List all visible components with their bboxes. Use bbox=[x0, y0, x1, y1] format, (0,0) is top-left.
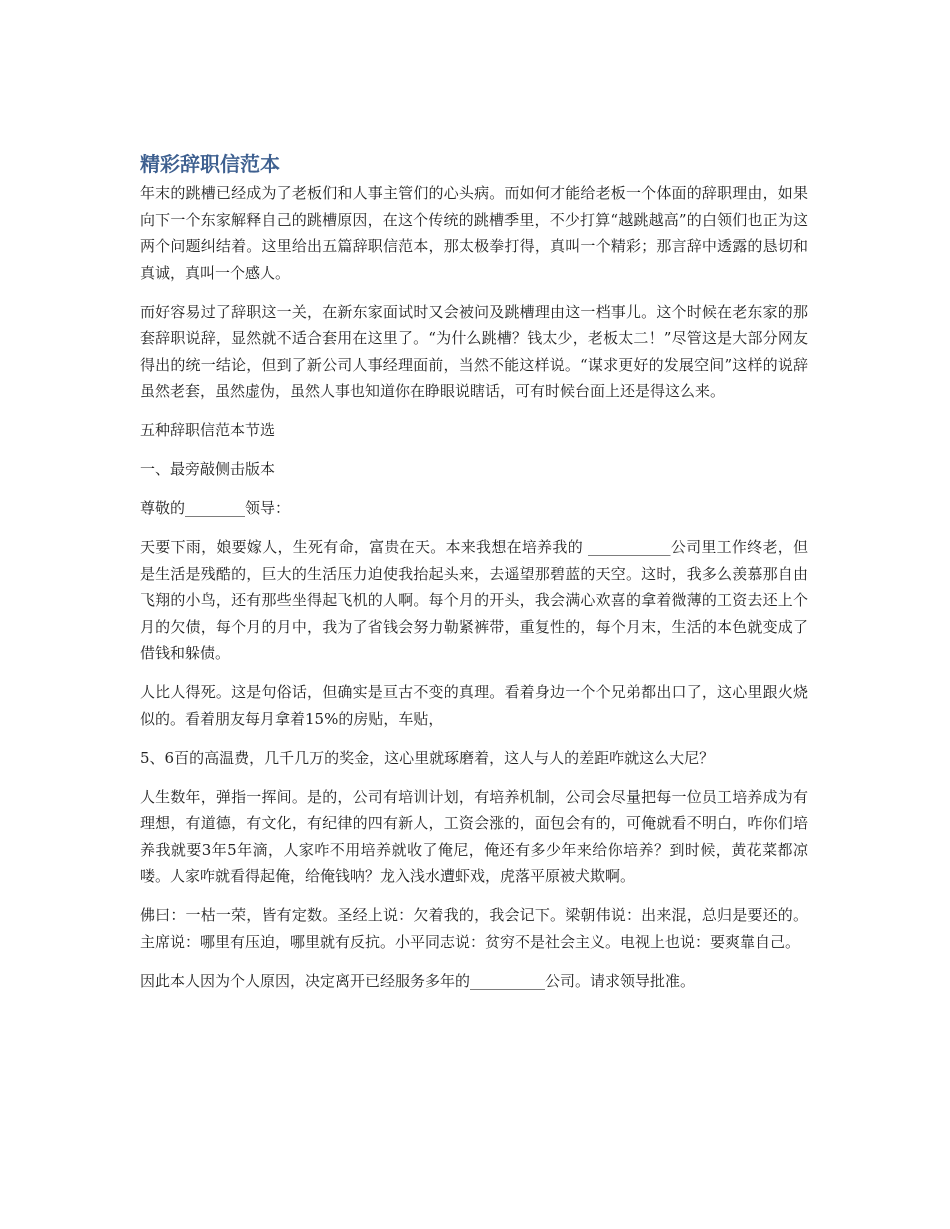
paragraph-body-5: 佛曰：一枯一荣，皆有定数。圣经上说：欠着我的，我会记下。梁朝伟说：出来混，总归是要还的。主席说：哪里有压迫，哪里就有反抗。小平同志说：贫穷不是社会主义。电视上也说：要爽靠自己。 bbox=[140, 906, 808, 951]
document-title: 精彩辞职信范本 bbox=[140, 152, 280, 176]
paragraph-body-3: 5、6百的高温费，几千几万的奖金，这心里就琢磨着，这人与人的差距咋就这么大尼？ bbox=[140, 748, 715, 767]
paragraph-body-1: 天要下雨，娘要嫁人，生死有命，富贵在天。本来我想在培养我的 ___________公司里工作终老，但是生活是残酷的，巨大的生活压力迫使我抬起头来，去遥望那碧蓝的天空。这时，我多么羡慕那自由飞翔的小鸟，还有那些坐得起飞机的人啊。每个月的开头，我会满心欢喜的拿着微薄的工资去还上个月的欠债，每个月的月中，我为了省钱会努力勒紧裤带，重复性的，每个月末，生活的本色就变成了借钱和躲债。 bbox=[140, 538, 808, 662]
document-page bbox=[140, 150, 808, 1007]
paragraph-interview: 而好容易过了辞职这一关，在新东家面试时又会被问及跳槽理由这一档事儿。这个时候在老东家的那套辞职说辞，显然就不适合套用在这里了。“为什么跳槽？钱太少，老板太二！”尽管这是大部分网友得出的统一结论，但到了新公司人事经理面前，当然不能这样说。“谋求更好的发展空间”这样的说辞虽然老套，虽然虚伪，虽然人事也知道你在睁眼说瞎话，可有时候台面上还是得这么来。 bbox=[140, 302, 808, 400]
letter-salutation: 尊敬的________领导： bbox=[140, 499, 291, 517]
paragraph-body-6: 因此本人因为个人原因，决定离开已经服务多年的__________公司。请求领导批准。 bbox=[140, 971, 696, 990]
section-heading: 五种辞职信范本节选 bbox=[140, 421, 276, 439]
paragraph-body-2: 人比人得死。这是句俗话，但确实是亘古不变的真理。看着身边一个个兄弟都出口了，这心里跟火烧似的。看着朋友每月拿着15%的房贴，车贴， bbox=[140, 683, 808, 728]
paragraph-intro: 年末的跳槽已经成为了老板们和人事主管们的心头病。而如何才能给老板一个体面的辞职理由，如果向下一个东家解释自己的跳槽原因，在这个传统的跳槽季里，不少打算“越跳越高”的白领们也正为这两个问题纠结着。这里给出五篇辞职信范本，那太极拳打得，真叫一个精彩；那言辞中透露的恳切和真诚，真叫一个感人。 bbox=[140, 184, 808, 282]
paragraph-body-4: 人生数年，弹指一挥间。是的，公司有培训计划，有培养机制，公司会尽量把每一位员工培养成为有理想，有道德，有文化，有纪律的四有新人，工资会涨的，面包会有的，可俺就看不明白，咋你们培养我就要3年5年滴，人家咋不用培养就收了俺尼，俺还有多少年来给你培养？到时候，黄花菜都凉喽。人家咋就看得起俺，给俺钱呐？龙入浅水遭虾戏，虎落平原被犬欺啊。 bbox=[140, 787, 808, 885]
subsection-heading: 一、最旁敲侧击版本 bbox=[140, 460, 276, 478]
